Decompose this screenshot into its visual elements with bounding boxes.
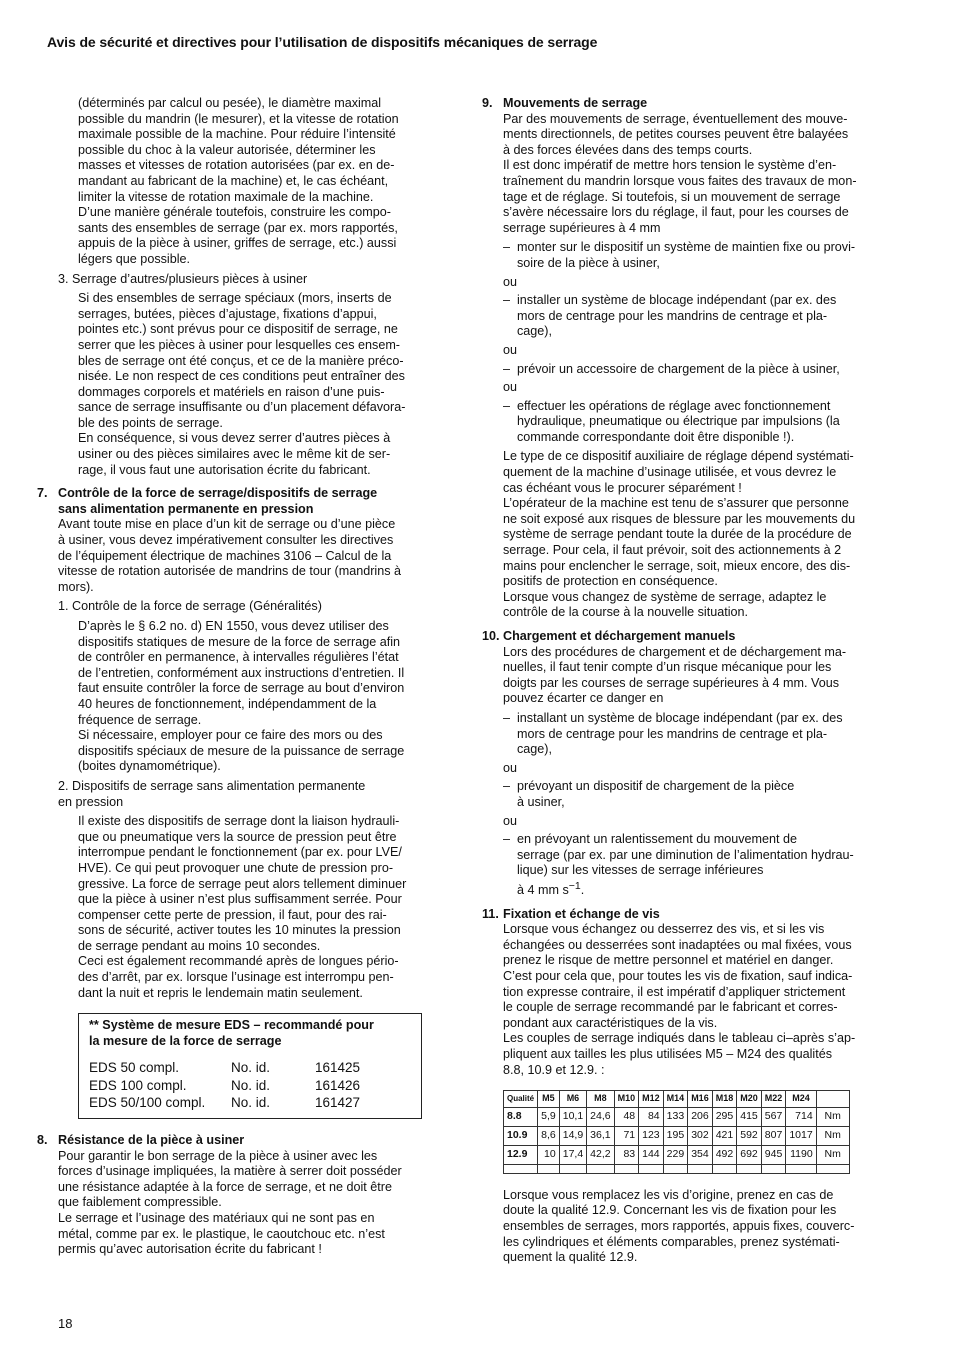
table-cell: 206	[688, 1107, 713, 1126]
dash-bullet: –	[503, 398, 511, 413]
section-7-2-title: 2. Dispositifs de serrage sans alimentation permanente en pression	[58, 778, 366, 809]
right-column	[482, 96, 922, 1266]
list-item	[503, 711, 922, 758]
table-row	[504, 1126, 850, 1145]
eds-row	[89, 1059, 411, 1077]
dash-bullet: –	[503, 293, 511, 308]
section-title: Fixation et échange de vis	[503, 906, 660, 921]
ou-separator: ou	[503, 760, 518, 775]
table-header-cell: M16	[688, 1091, 713, 1108]
table-cell-empty	[663, 1164, 688, 1173]
eds-id: 161426	[315, 1077, 361, 1093]
table-cell: 42,2	[587, 1145, 614, 1164]
table-header-row	[504, 1091, 850, 1108]
eds-id: 161425	[315, 1060, 361, 1076]
table-cell: 945	[761, 1145, 786, 1164]
item3-body: Si des ensembles de serrage spéciaux (mors, inserts de serrages, butées, pièces d’ajustage, fixations d’appui, pointes etc.) sont prévus pour ce dispositif de serrage, ne serrer que les pièces à usiner pour lesquelles ces ensem- bles de serrage ont été conçus, et ce de la manière préco- nisée. Le non respect de ces conditions peut entraîner des dommages corporels et matériels en raison d’une puis- sance de serrage insuffisante ou d’un placement défavora- ble des points de serrage. En conséquence, si vous devez serrer d’autres pièces à usiner ou des pièces similaires avec le même kit de ser- rage, il vous faut une autorisation écrite du fabricant.	[78, 291, 406, 477]
table-cell: 123	[639, 1126, 664, 1145]
table-cell-empty	[639, 1164, 664, 1173]
table-header-cell: M22	[761, 1091, 786, 1108]
table-cell: 17,4	[559, 1145, 586, 1164]
torque-table	[503, 1090, 850, 1174]
eds-name: EDS 50 compl.	[89, 1060, 180, 1076]
table-cell-empty	[712, 1164, 737, 1173]
eds-name: EDS 100 compl.	[89, 1077, 187, 1093]
table-header-cell: M14	[663, 1091, 688, 1108]
list-item-text: monter sur le dispositif un système de maintien fixe ou provi- soire de la pièce à usiner,	[517, 240, 856, 270]
table-cell: 71	[614, 1126, 639, 1145]
list-item	[503, 240, 922, 271]
list-item-text: prévoir un accessoire de chargement de la pièce à usiner,	[517, 361, 840, 376]
section-11-body: Lorsque vous échangez ou desserrez des vis, et si les vis échangées ou desserrées sont inadaptées ou mal fixées, vous prenez le risque de mettre personnel et matériel en danger. C’est pour cela que, pour toutes les vis de fixation, sauf indica- tion expresse contraire, il est impératif d’appliquer strictement le couple de serrage recommandé par le fabricant et corres- pondant aux caractéristiques de la vis. Les couples de serrage indiqués dans le tableau ci–après s’ap- pliquent aux tailles les plus utilisées M5 – M24 des qualités 8.8, 10.9 et 12.9. :	[503, 922, 856, 1077]
table-cell: 692	[737, 1145, 762, 1164]
table-cell: 807	[761, 1126, 786, 1145]
ou-separator: ou	[503, 342, 518, 357]
list-item	[503, 399, 922, 446]
list-item-text: effectuer les opérations de réglage avec fonctionnement hydraulique, pneumatique ou électrique par impulsions (la commande correspondante doit être disponible !).	[517, 398, 840, 444]
eds-id-label: No. id.	[231, 1095, 271, 1111]
table-header-cell: M6	[559, 1091, 586, 1108]
table-cell-empty	[688, 1164, 713, 1173]
table-cell: 714	[786, 1107, 816, 1126]
list-item	[503, 779, 922, 810]
table-header-cell: M20	[737, 1091, 762, 1108]
table-cell: 133	[663, 1107, 688, 1126]
table-cell: 415	[737, 1107, 762, 1126]
ou-separator: ou	[503, 274, 518, 289]
dash-bullet: –	[503, 710, 511, 725]
eds-id-label: No. id.	[231, 1060, 271, 1076]
section-7-1-body: D’après le § 6.2 no. d) EN 1550, vous devez utiliser des dispositifs statiques de mesure de la force de serrage afin de contrôler en permanence, à intervalles régulières l’état de l’entretien, conformément aux instructions d’entretien. Il faut ensuite contrôler la force de serrage au bout d’environ 40 heures de fonctionnement, indépendamment de la fréquence de serrage. Si nécessaire, employer pour ce faire des mors ou des dispositifs spéciaux de mesure de la puissance de serrage (boites dynamométrique).	[78, 619, 405, 774]
list-item-text	[517, 832, 854, 899]
table-cell: 83	[614, 1145, 639, 1164]
ou-separator: ou	[503, 380, 518, 395]
table-header-cell: M10	[614, 1091, 639, 1108]
list-item-text: prévoyant un dispositif de chargement de la pièce à usiner,	[517, 779, 795, 809]
section-number: 9.	[482, 96, 493, 110]
section-title: Contrôle de la force de serrage/dispositifs de serrage sans alimentation permanente en pression	[58, 486, 378, 516]
table-cell-empty	[816, 1164, 849, 1173]
table-cell-empty	[538, 1164, 560, 1173]
table-cell: 12.9	[504, 1145, 538, 1164]
table-cell: 8,6	[538, 1126, 560, 1145]
table-row	[504, 1145, 850, 1164]
table-cell: 1017	[786, 1126, 816, 1145]
table-cell: 354	[688, 1145, 713, 1164]
dash-bullet: –	[503, 361, 511, 376]
table-cell: 48	[614, 1107, 639, 1126]
superscript-exponent: −1	[568, 879, 581, 892]
table-header-cell: M5	[538, 1091, 560, 1108]
table-cell-empty	[559, 1164, 586, 1173]
eds-id-label: No. id.	[231, 1077, 271, 1093]
section-title: Chargement et déchargement manuels	[503, 629, 736, 643]
list-item-text: installer un système de blocage indépendant (par ex. des mors de centrage pour les mandrins de centrage et pla- cage),	[517, 293, 837, 339]
section-10-body: Lors des procédures de chargement et de déchargement ma- nuelles, il faut tenir compte d’un risque mécanique pour les doigts par les courses de serrage supérieures à 4 mm. Vous pouvez écarter ce danger en	[503, 644, 847, 706]
page-number: 18	[58, 1316, 73, 1331]
list-item-text: installant un système de blocage indépendant (par ex. des mors de centrage pour les mandrins de centrage et pla- cage),	[517, 710, 843, 757]
table-header-cell: M12	[639, 1091, 664, 1108]
table-cell: 10.9	[504, 1126, 538, 1145]
table-cell: 195	[663, 1126, 688, 1145]
item3-title: 3. Serrage d’autres/plusieurs pièces à usiner	[58, 271, 308, 286]
section-title: Résistance de la pièce à usiner	[58, 1132, 245, 1147]
table-cell: 36,1	[587, 1126, 614, 1145]
table-cell: 144	[639, 1145, 664, 1164]
section-9-heading	[482, 96, 922, 112]
section-7-2-body: Il existe des dispositifs de serrage dont la liaison hydrauli- que ou pneumatique vers la source de pression peut être interrompue pendant le fonctionnement (par ex. pour LVE/ HVE). Ce qui peut provoquer une chute de pression pro- gressive. La force de serrage peut alors tellement diminuer que la pièce à usiner n’est plus suffisamment serrée. Pour compenser cette perte de pression, il faut, pour des rai- sons de sécurité, activer toutes les 10 minutes la pression de serrage pendant au moins 10 secondes. Ceci est également recommandé après de longues pério- des d’arrêt, par ex. lorsque l’usinage est interrompu pen- dant la nuit et repris le lendemain matin seulement.	[78, 814, 407, 1000]
table-cell-unit: Nm	[816, 1145, 849, 1164]
intro-paragraph: (déterminés par calcul ou pesée), le diamètre maximal possible du mandrin (le mesurer), et la vitesse de rotation maximale possible de la machine. Pour réduire l’intensité possible du choc à la valeur autorisée, déterminer les masses et vitesses de rotation autorisées (par ex. en de- mandant au fabricant de la machine) et, le cas échéant, limiter la vitesse de rotation maximale de la machine. D’une manière générale toutefois, construire les compo- sants des ensembles de serrage (par ex. mors rapportés, appuis de la pièce à usiner, griffes de serrage, etc.) aussi légers que possible.	[78, 96, 399, 266]
eds-title: ** Système de mesure EDS – recommandé pour la mesure de la force de serrage	[89, 1018, 374, 1048]
table-cell: 10	[538, 1145, 560, 1164]
eds-id: 161427	[315, 1095, 361, 1111]
table-header-cell: Qualité	[504, 1091, 538, 1108]
table-cell: 567	[761, 1107, 786, 1126]
table-header-cell	[816, 1091, 849, 1108]
table-cell: 421	[712, 1126, 737, 1145]
dash-bullet: –	[503, 832, 511, 847]
table-cell-empty	[737, 1164, 762, 1173]
table-cell: 24,6	[587, 1107, 614, 1126]
table-cell-empty	[786, 1164, 816, 1173]
table-cell-unit: Nm	[816, 1107, 849, 1126]
table-cell: 10,1	[559, 1107, 586, 1126]
table-row	[504, 1107, 850, 1126]
table-cell: 5,9	[538, 1107, 560, 1126]
table-cell-empty	[587, 1164, 614, 1173]
table-cell-empty	[614, 1164, 639, 1173]
section-number: 10.	[482, 629, 500, 643]
table-cell: 1190	[786, 1145, 816, 1164]
section-8-body: Pour garantir le bon serrage de la pièce à usiner avec les forces d’usinage impliquées, la matière à serrer doit posséder une résistance adaptée à la force de serrage, et ne doit être que faiblement compressible. Le serrage et l’usinage des matériaux qui ne sont pas en métal, comme par ex. le plastique, le caoutchouc etc. n’est permis qu’avec autorisation écrite du fabricant !	[58, 1148, 402, 1257]
list-item	[503, 832, 922, 899]
section-7-body: Avant toute mise en place d’un kit de serrage ou d’une pièce à usiner, vous devez impérativement consulter les directives de l’équipement électrique de machines 3106 – Calcul de la vitesse de rotation autorisée de mandrins de tour (mandrins à mors).	[58, 517, 402, 594]
table-cell: 302	[688, 1126, 713, 1145]
table-filler-row	[504, 1164, 850, 1173]
list-item-text-end: .	[580, 883, 585, 898]
section-number: 11.	[482, 906, 499, 921]
left-column	[37, 96, 437, 1258]
dash-bullet: –	[503, 779, 511, 794]
eds-row	[89, 1077, 411, 1095]
section-11-body-2: Lorsque vous remplacez les vis d’origine, prenez en cas de doute la qualité 12.9. Concernant les vis de fixation pour les ensembles de serrages, mors rapportés, appuis fixes, couverc- les cylindriques et éléments comparables, prenez systémati- quement la qualité 12.9.	[503, 1187, 855, 1265]
section-9-body-2: Le type de ce dispositif auxiliaire de réglage dépend systémati- quement de la machine d’usinage utilisée, et vous devrez le cas échéant vous le procurer séparément ! L’opérateur de la machine est tenu de s’assurer que personne ne soit exposé aux risques de blessure par les mouvements du système de serrage pendant toute la durée de la procédure de serrage. Pour cela, il faut prévoir, soit des actionnements à 2 mains pour enclencher le serrage, soit, mieux encore, des dis- positifs de protection en conséquence. Lorsque vous changez de système de serrage, adaptez le contrôle de la course à la nouvelle situation.	[503, 449, 856, 620]
eds-name: EDS 50/100 compl.	[89, 1095, 206, 1111]
eds-recommendation-box	[78, 1013, 422, 1119]
section-number: 7.	[37, 486, 48, 501]
eds-row	[89, 1094, 411, 1112]
ou-separator: ou	[503, 813, 518, 828]
table-cell-empty	[761, 1164, 786, 1173]
section-11-heading	[482, 907, 922, 923]
section-8-heading	[37, 1133, 437, 1149]
table-cell: 84	[639, 1107, 664, 1126]
list-item	[503, 362, 922, 378]
table-cell: 229	[663, 1145, 688, 1164]
table-cell: 295	[712, 1107, 737, 1126]
table-header-cell: M8	[587, 1091, 614, 1108]
table-cell: 492	[712, 1145, 737, 1164]
table-cell: 592	[737, 1126, 762, 1145]
section-10-heading	[482, 629, 922, 645]
list-item	[503, 293, 922, 340]
list-item-text-main: en prévoyant un ralentissement du mouvement de serrage (par ex. par une diminution de l’alimentation hydrau- lique) sur les vitesses de serrage inférieures à 4 mm s	[517, 832, 854, 898]
section-7-1-title: 1. Contrôle de la force de serrage (Généralités)	[58, 599, 322, 614]
section-7-heading	[37, 486, 437, 517]
table-cell-unit: Nm	[816, 1126, 849, 1145]
page-title: Avis de sécurité et directives pour l’utilisation de dispositifs mécaniques de serrage	[47, 34, 598, 50]
section-9-body: Par des mouvements de serrage, éventuellement des mouve- ments directionnels, de petites courses peuvent être balayées à des forces élevées dans des temps courts. Il est donc impératif de mettre hors tension le système d’en- traînement du mandrin lorsque vous faites des travaux de mon- tage et de réglage. Si toutefois, si un mouvement de serrage s’avère nécessaire lors du réglage, il faut, pour les courses de serrage supérieures à 4 mm	[503, 111, 857, 235]
table-cell: 8.8	[504, 1107, 538, 1126]
section-title: Mouvements de serrage	[503, 96, 648, 110]
table-cell: 14,9	[559, 1126, 586, 1145]
dash-bullet: –	[503, 240, 511, 255]
section-number: 8.	[37, 1132, 48, 1147]
table-cell-empty	[504, 1164, 538, 1173]
table-header-cell: M24	[786, 1091, 816, 1108]
table-header-cell: M18	[712, 1091, 737, 1108]
